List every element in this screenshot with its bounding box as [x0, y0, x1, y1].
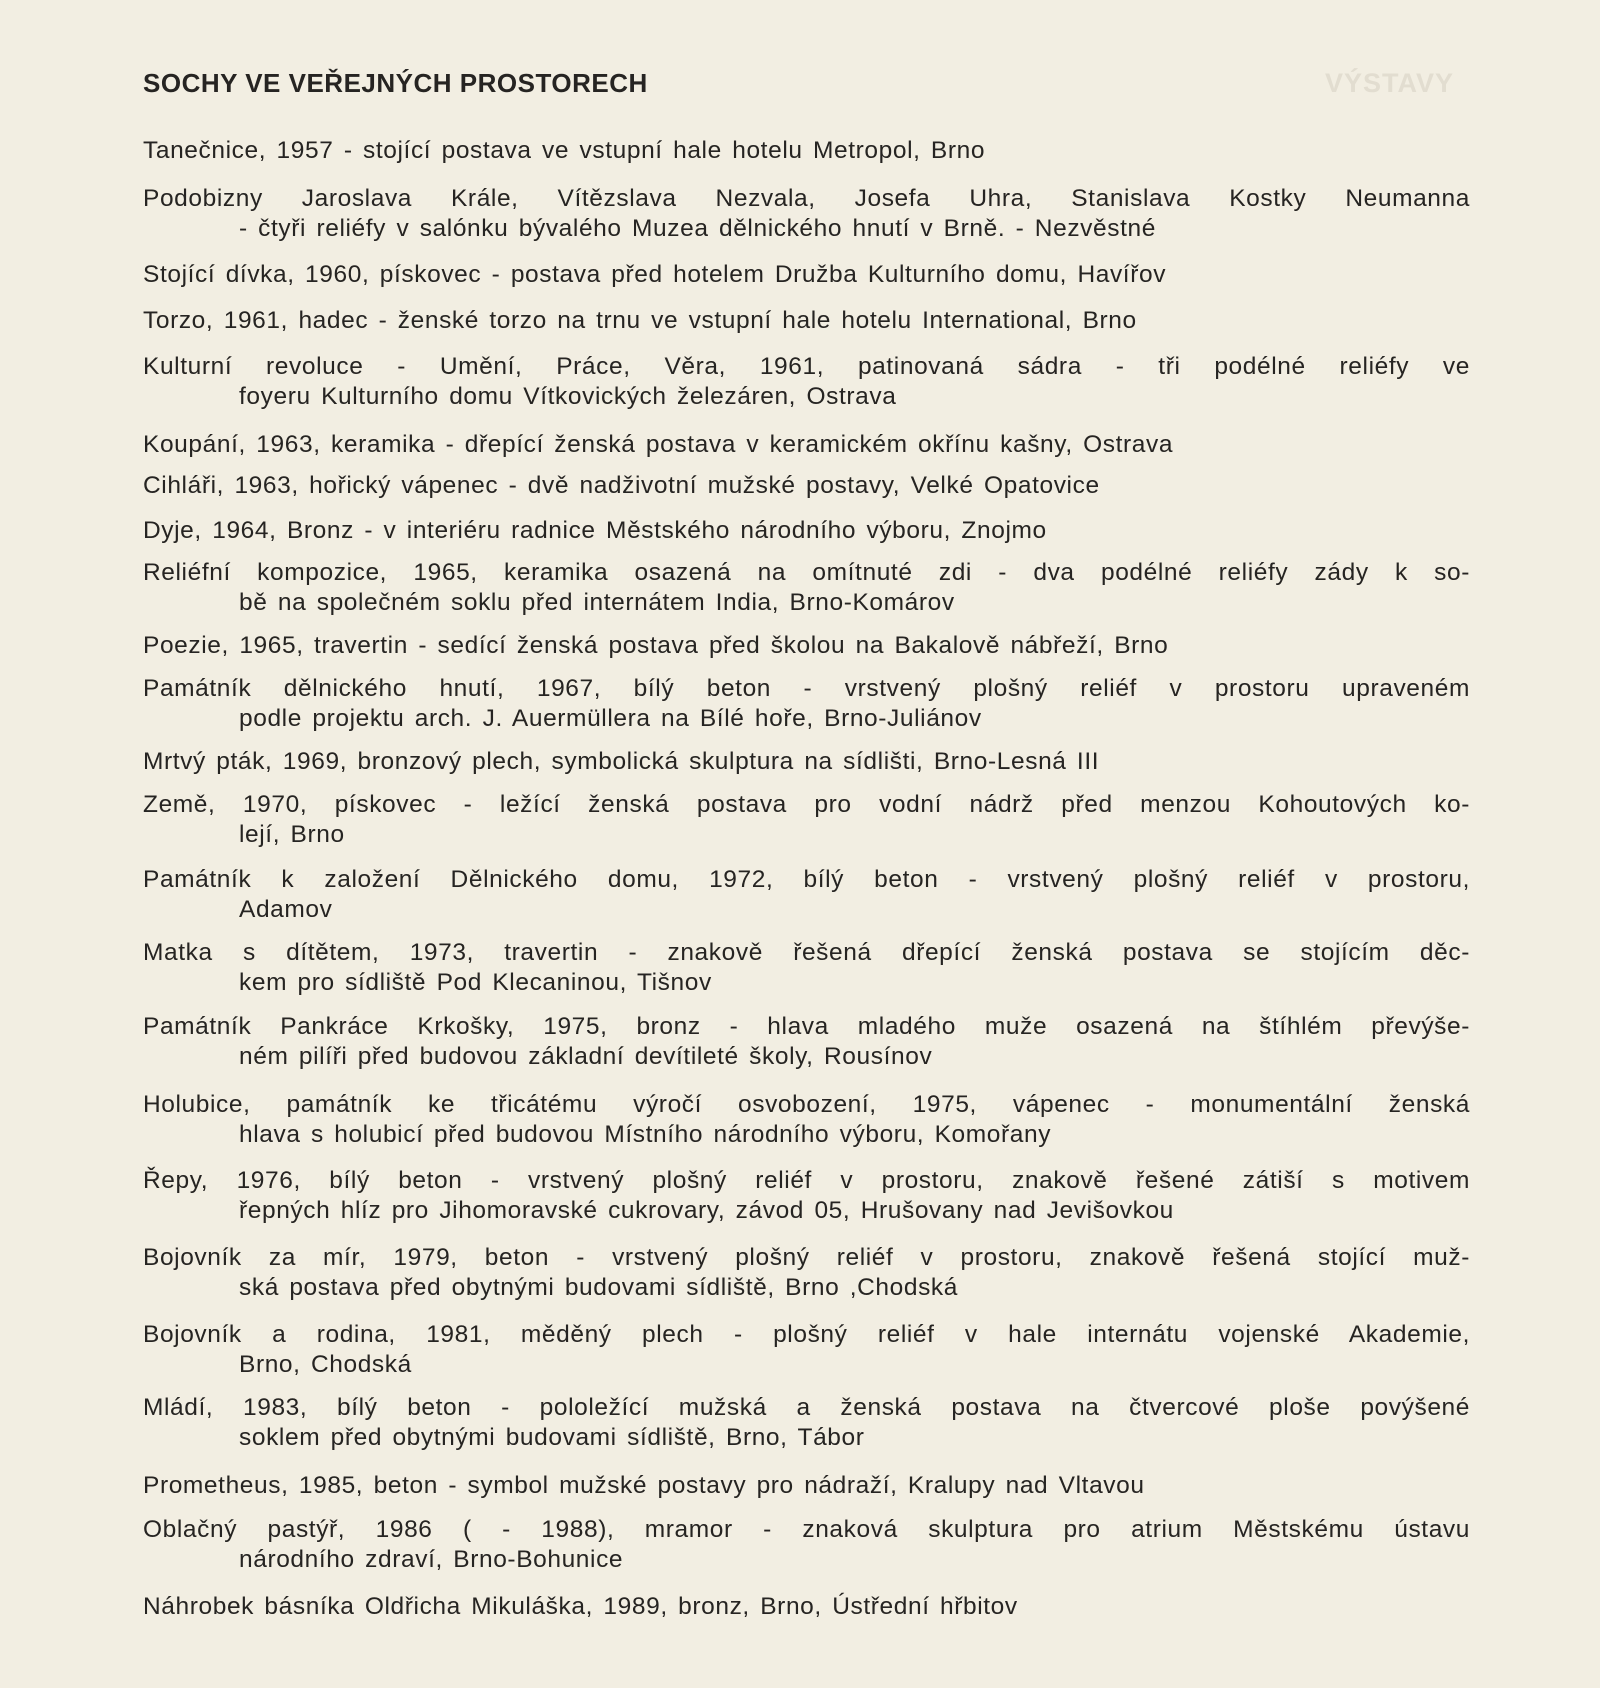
entry-line: Památník Pankráce Krkošky, 1975, bronz - hlava mladého muže osazená na štíhlém převýše-: [143, 1013, 1470, 1040]
list-item: [143, 260, 1470, 290]
list-item: [143, 1393, 1470, 1453]
entry-line: Památník dělnického hnutí, 1967, bílý beton - vrstvený plošný reliéf v prostoru upraveném: [143, 675, 1470, 702]
entry-line: Prometheus, 1985, beton - symbol mužské postavy pro nádraží, Kralupy nad Vltavou: [143, 1472, 1145, 1499]
list-item: [143, 184, 1470, 244]
list-item: [143, 471, 1470, 501]
entry-continuation-line: ném pilíři před budovou základní devítileté školy, Rousínov: [239, 1043, 933, 1070]
entry-line: Reliéfní kompozice, 1965, keramika osazená na omítnuté zdi - dva podélné reliéfy zády k so-: [143, 559, 1470, 586]
entry-continuation-line: foyeru Kulturního domu Vítkovických železáren, Ostrava: [239, 383, 897, 410]
list-item: [143, 136, 1470, 166]
entry-line: Poezie, 1965, travertin - sedící ženská postava před školou na Bakalově nábřeží, Brno: [143, 632, 1169, 659]
list-item: [143, 790, 1470, 850]
entry-continuation-line: národního zdraví, Brno-Bohunice: [239, 1546, 624, 1573]
entry-line: Tanečnice, 1957 - stojící postava ve vstupní hale hotelu Metropol, Brno: [143, 137, 986, 164]
entry-continuation-line: hlava s holubicí před budovou Místního národního výboru, Komořany: [239, 1121, 1052, 1148]
list-item: [143, 674, 1470, 734]
entry-line: Kulturní revoluce - Umění, Práce, Věra, 1961, patinovaná sádra - tři podélné reliéfy ve: [143, 353, 1470, 380]
list-item: [143, 1166, 1470, 1226]
list-item: [143, 558, 1470, 618]
entry-continuation-line: řepných hlíz pro Jihomoravské cukrovary, závod 05, Hrušovany nad Jevišovkou: [239, 1197, 1174, 1224]
list-item: [143, 1243, 1470, 1303]
entry-continuation-line: kem pro sídliště Pod Klecaninou, Tišnov: [239, 969, 712, 996]
list-item: [143, 631, 1470, 661]
entry-continuation-line: lejí, Brno: [239, 821, 345, 848]
entry-continuation-line: - čtyři reliéfy v salónku bývalého Muzea dělnického hnutí v Brně. - Nezvěstné: [239, 215, 1156, 242]
list-item: [143, 865, 1470, 925]
entry-line: Bojovník a rodina, 1981, měděný plech - plošný reliéf v hale internátu vojenské Akademie,: [143, 1321, 1470, 1348]
list-item: [143, 747, 1470, 777]
entry-line: Stojící dívka, 1960, pískovec - postava před hotelem Družba Kulturního domu, Havířov: [143, 261, 1167, 288]
entry-continuation-line: podle projektu arch. J. Auermüllera na Bílé hoře, Brno-Juliánov: [239, 705, 982, 732]
list-item: [143, 352, 1470, 412]
entry-continuation-line: Brno, Chodská: [239, 1351, 412, 1378]
entry-line: Památník k založení Dělnického domu, 1972, bílý beton - vrstvený plošný reliéf v prostoru,: [143, 866, 1470, 893]
list-item: [143, 1515, 1470, 1575]
list-item: [143, 1090, 1470, 1150]
entry-line: Podobizny Jaroslava Krále, Vítězslava Nezvala, Josefa Uhra, Stanislava Kostky Neumanna: [143, 185, 1470, 212]
entry-line: Náhrobek básníka Oldřicha Mikuláška, 1989, bronz, Brno, Ústřední hřbitov: [143, 1593, 1018, 1620]
entry-line: Země, 1970, pískovec - ležící ženská postava pro vodní nádrž před menzou Kohoutových ko-: [143, 791, 1470, 818]
list-item: [143, 938, 1470, 998]
entry-line: Holubice, památník ke třicátému výročí osvobození, 1975, vápenec - monumentální ženská: [143, 1091, 1470, 1118]
list-item: [143, 1471, 1470, 1501]
entry-continuation-line: Adamov: [239, 896, 333, 923]
entry-line: Mrtvý pták, 1969, bronzový plech, symbolická skulptura na sídlišti, Brno-Lesná III: [143, 748, 1100, 775]
list-item: [143, 1012, 1470, 1072]
entry-line: Cihláři, 1963, hořický vápenec - dvě nadživotní mužské postavy, Velké Opatovice: [143, 472, 1100, 499]
list-item: [143, 1592, 1470, 1622]
entry-line: Oblačný pastýř, 1986 ( - 1988), mramor - znaková skulptura pro atrium Městskému ústavu: [143, 1516, 1470, 1543]
bleed-through-heading: VÝSTAVY: [1325, 68, 1455, 98]
list-item: [143, 516, 1470, 546]
list-item: [143, 1320, 1470, 1380]
entry-continuation-line: soklem před obytnými budovami sídliště, Brno, Tábor: [239, 1424, 865, 1451]
entry-line: Řepy, 1976, bílý beton - vrstvený plošný reliéf v prostoru, znakově řešené zátiší s motivem: [143, 1167, 1470, 1194]
entry-line: Koupání, 1963, keramika - dřepící ženská postava v keramickém okřínu kašny, Ostrava: [143, 431, 1174, 458]
entry-line: Matka s dítětem, 1973, travertin - znakově řešená dřepící ženská postava se stojícím děc-: [143, 939, 1470, 966]
list-item: [143, 306, 1470, 336]
entry-continuation-line: bě na společném soklu před internátem India, Brno-Komárov: [239, 589, 955, 616]
entry-continuation-line: ská postava před obytnými budovami sídliště, Brno ,Chodská: [239, 1274, 958, 1301]
entry-line: Dyje, 1964, Bronz - v interiéru radnice Městského národního výboru, Znojmo: [143, 517, 1047, 544]
page-title: SOCHY VE VEŘEJNÝCH PROSTORECH: [143, 68, 648, 98]
list-item: [143, 430, 1470, 460]
entry-line: Mládí, 1983, bílý beton - pololežící mužská a ženská postava na čtvercové ploše povýšené: [143, 1394, 1470, 1421]
entry-line: Bojovník za mír, 1979, beton - vrstvený plošný reliéf v prostoru, znakově řešená stojící muž-: [143, 1244, 1470, 1271]
entry-line: Torzo, 1961, hadec - ženské torzo na trnu ve vstupní hale hotelu International, Brno: [143, 307, 1137, 334]
